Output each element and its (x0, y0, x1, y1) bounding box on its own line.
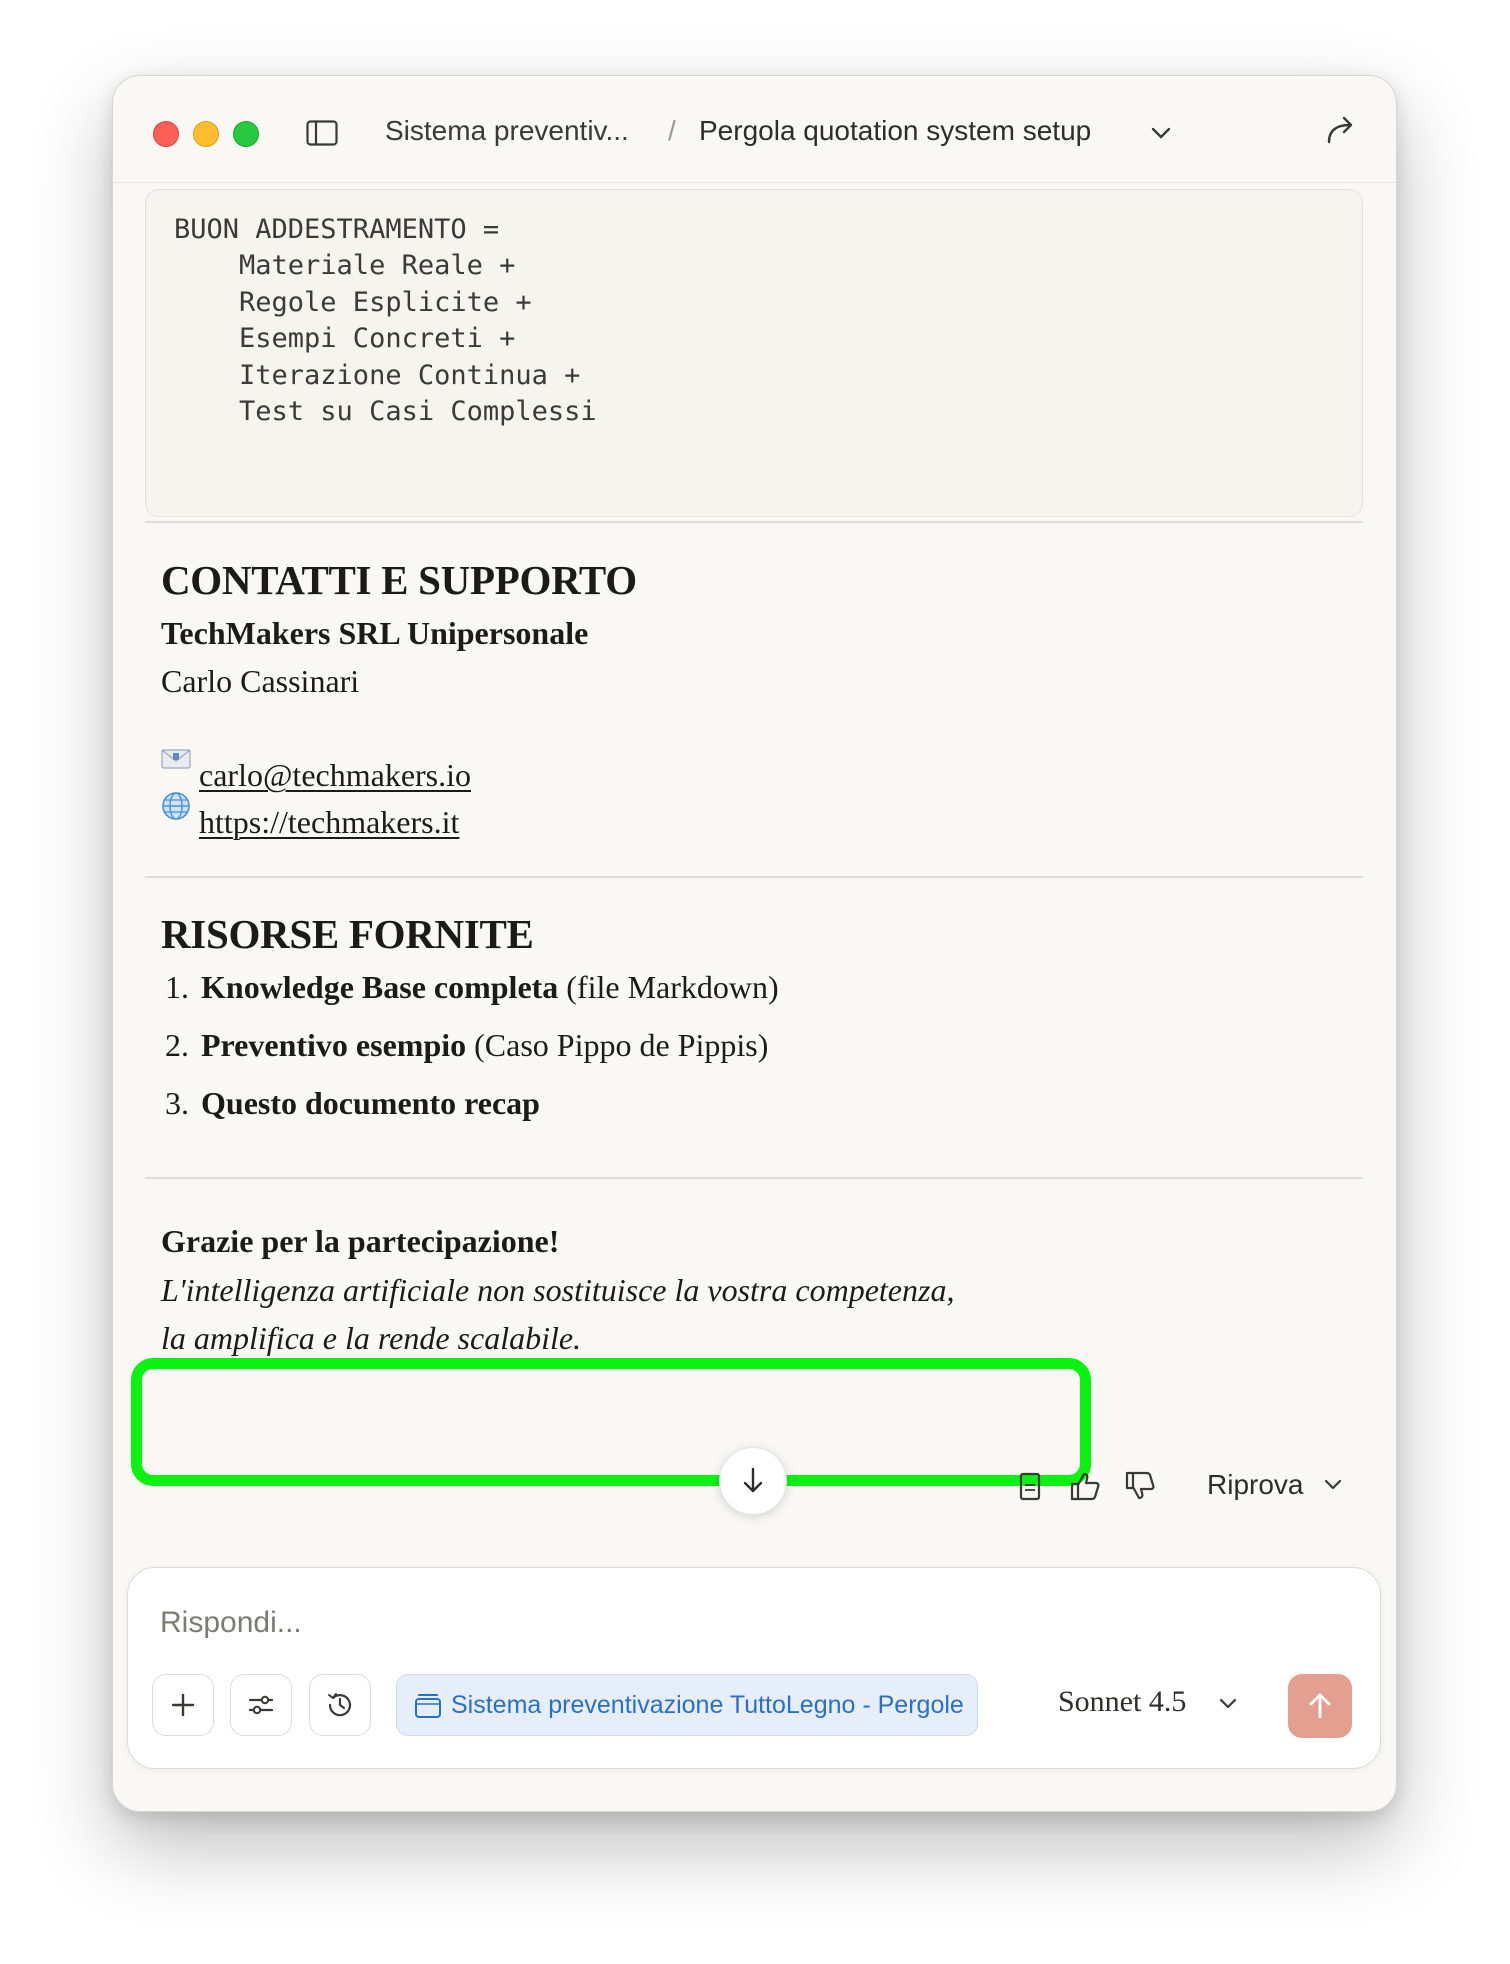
chevron-down-icon[interactable] (1148, 120, 1174, 146)
history-button[interactable] (309, 1674, 371, 1736)
list-item-detail: (Caso Pippo de Pippis) (466, 1027, 769, 1063)
scroll-to-bottom-button[interactable] (719, 1447, 787, 1515)
closing-quote-line: L'intelligenza artificiale non sostituisce la vostra competenza, (161, 1272, 955, 1308)
breadcrumb-chat-title[interactable]: Pergola quotation system setup (699, 115, 1092, 146)
divider (145, 1177, 1363, 1179)
list-item-bold: Knowledge Base completa (201, 969, 559, 1005)
code-line: Regole Esplicite + (174, 287, 532, 318)
minimize-window-button[interactable] (193, 121, 219, 147)
closing-quote-line: la amplifica e la rende scalabile. (161, 1320, 582, 1356)
arrow-up-icon (1304, 1690, 1336, 1722)
list-number: 2. (165, 1027, 189, 1063)
copy-icon[interactable] (1013, 1469, 1047, 1503)
project-chip[interactable] (396, 1674, 978, 1736)
folder-icon (413, 1691, 443, 1721)
code-line: Iterazione Continua + (174, 360, 581, 391)
list-number: 3. (165, 1085, 189, 1121)
envelope-emoji-icon (161, 743, 191, 773)
sliders-icon (246, 1690, 276, 1720)
code-line: Materiale Reale + (174, 250, 516, 281)
app-window (112, 75, 1397, 1812)
retry-button[interactable]: Riprova (1207, 1469, 1304, 1500)
company-name: TechMakers SRL Unipersonale (161, 615, 589, 651)
breadcrumb-separator: / (668, 115, 676, 146)
share-arrow-icon[interactable] (1323, 112, 1359, 148)
code-line: Esempi Concreti + (174, 323, 516, 354)
thumbs-down-icon[interactable] (1123, 1469, 1157, 1503)
tools-settings-button[interactable] (230, 1674, 292, 1736)
model-selector[interactable]: Sonnet 4.5 (1058, 1685, 1187, 1718)
contacts-heading: CONTATTI E SUPPORTO (161, 557, 637, 603)
plus-icon (168, 1690, 198, 1720)
globe-emoji-icon (161, 791, 191, 821)
list-item (201, 1081, 540, 1125)
zoom-window-button[interactable] (233, 121, 259, 147)
chevron-down-icon[interactable] (1321, 1473, 1345, 1497)
list-number: 1. (165, 969, 189, 1005)
send-button[interactable] (1288, 1674, 1352, 1738)
code-block (145, 189, 1363, 517)
code-line: BUON ADDESTRAMENTO = (174, 214, 500, 245)
list-item-bold: Preventivo esempio (201, 1027, 467, 1063)
arrow-down-icon (739, 1466, 767, 1496)
clock-icon (325, 1690, 355, 1720)
reply-input[interactable] (158, 1598, 1342, 1648)
sidebar-toggle-icon[interactable] (306, 120, 338, 146)
close-window-button[interactable] (153, 121, 179, 147)
list-item-bold: Questo documento recap (201, 1085, 540, 1121)
website-link[interactable]: https://techmakers.it (199, 804, 460, 840)
breadcrumb-project[interactable]: Sistema preventiv... (385, 115, 629, 146)
code-line: Test su Casi Complessi (174, 396, 597, 427)
add-attachment-button[interactable] (152, 1674, 214, 1736)
email-link[interactable]: carlo@techmakers.io (199, 757, 472, 793)
list-item (201, 1023, 768, 1067)
message-composer (127, 1567, 1381, 1769)
divider (145, 876, 1363, 878)
title-bar (113, 76, 1396, 183)
resources-heading: RISORSE FORNITE (161, 911, 534, 957)
thanks-text: Grazie per la partecipazione! (161, 1223, 560, 1259)
thumbs-up-icon[interactable] (1068, 1469, 1102, 1503)
project-chip-label: Sistema preventivazione TuttoLegno - Pergole (451, 1691, 964, 1719)
highlight-annotation (131, 1358, 1091, 1486)
list-item (201, 965, 779, 1009)
contact-person: Carlo Cassinari (161, 663, 360, 699)
list-item-detail: (file Markdown) (558, 969, 779, 1005)
divider (145, 521, 1363, 523)
chevron-down-icon[interactable] (1216, 1692, 1240, 1716)
